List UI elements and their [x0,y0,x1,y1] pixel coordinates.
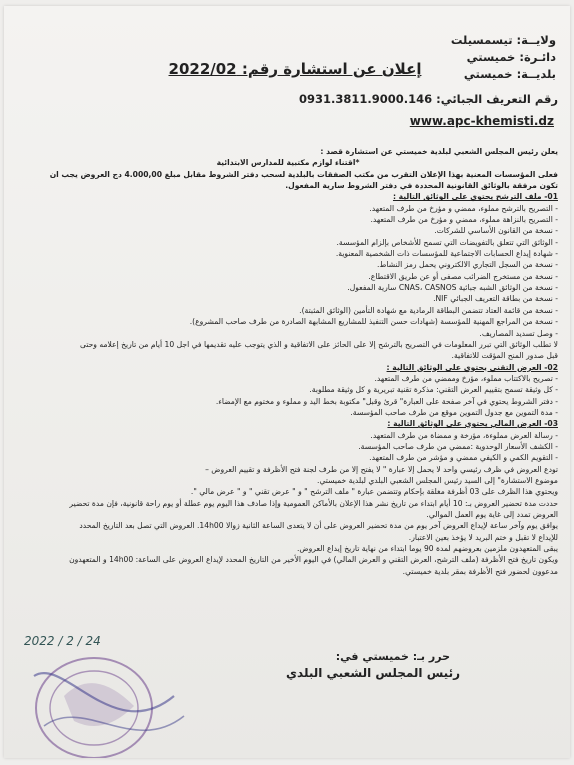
official-stamp-icon [24,636,194,758]
signer-title: رئيس المجلس الشعبي البلدي [286,666,460,680]
body-line: - وصل تسديد المصاريف. [479,328,558,338]
body-line: - التصريح بالترشح مملوء، ممضي و مؤرخ من طرف المتعهد. [369,203,558,213]
baladia-line: بلديــة: خميستي [463,67,556,81]
signature-place-date: حرر بـ: خميستي في: [335,650,450,663]
body-line: يعلن رئيس المجلس الشعبي لبلدية خميستي عن استشارة قصد : [320,147,558,156]
body-line: فعلى المؤسسات المعنية بهذا الإعلان التقرب من مكتب الصفقات بالبلدية لسحب دفتر الشروط مقابل مبلغ 4.000,00 دج العروض يجب ان [49,169,558,179]
announcement-body [18,146,558,577]
body-line: - نسخة من الوثائق الشبه جبائية CNAS، CASNOS سارية المفعول. [347,283,558,293]
body-line: تودع العروض في ظرف رئيسي واحد لا يحمل إلا عبارة " لا يفتح إلا من طرف لجنة فتح الأظرفة و تقييم العروض – [205,464,558,474]
body-line: 01- ملف الترشح يحتوي على الوثائق التالية : [392,192,558,202]
wilaya-line: ولايــة: تيسمسيلت [450,33,556,47]
body-line: - نسخة من السجل التجاري الالكتروني يحمل رمز النشاط. [376,260,558,270]
body-line: مدعوون لحضور فتح الأظرفة بمقر بلدية خميستي. [402,566,558,576]
body-line: - نسخة من المراجع المهنية للمؤسسة (شهادات حسن التنفيذ للمشاريع المشابهة الصادرة من طرف صاحب المشروع). [189,317,558,327]
body-line: يوافق يوم وآخر ساعة لإيداع العروض آخر يوم من مدة تحضير العروض على أن لا يتعدى الساعة الثانية زوالا 14h00. العروض التي تصل بعد التاريخ المحدد [79,521,558,531]
body-line: العروض تمدد إلى غاية يوم العمل الموالي. [426,510,558,519]
body-line: - التقويم الكمي و الكيفي ممضي و مؤشر من طرف المتعهد. [369,453,558,463]
tax-id-line: رقم التعريف الجبائي: 0931.3811.9000.146 [298,92,558,106]
body-line: تكون مرفقة بالوثائق القانونية المحددة في دفتر الشروط سارية المفعول. [285,181,558,191]
body-line: للإيداع لا تقبل و ختم البريد لا يؤخذ بعين الاعتبار. [408,532,558,542]
body-line: 02- العرض التقني يحتوي على الوثائق التالية : [386,362,558,372]
body-line: - التصريح بالنزاهة مملوء، ممضي و مؤرخ من طرف المتعهد. [370,215,558,225]
body-line: ويكون تاريخ فتح الأظرفة (ملف الترشح، العرض التقني و العرض المالي) في اليوم الأخير من التاريخ المحدد لإيداع العروض على الساعة: 14h00 و المتعهدون [69,555,558,565]
body-line: - كل وثيقة تسمح بتقييم العرض التقني: مذكرة تقنية تبريرية و كل وثيقة مطلوبة. [309,385,558,395]
body-line: - تصريح بالاكتتاب مملوء، مؤرخ وممضي من طرف المتعهد. [374,373,558,383]
body-line: - الكشف الأسعار الوحدوية :ممضي من طرف صاحب المؤسسة. [358,441,558,451]
body-line: - الوثائق التي تتعلق بالتفويضات التي تسمح للأشخاص بإلزام المؤسسة. [336,237,558,247]
body-line: *اقتناء لوازم مكتبية للمدارس الابتدائية [216,158,360,168]
document-page [4,6,570,758]
body-line: لا تطلب الوثائق التي تبرر المعلومات في التصريح بالترشح إلا على الحائز على الاتفاقية و الذي يتوجب عليه تقديمها في اجل 10 أيام من تاريخ إعلامه وحتى [79,339,558,349]
website-link[interactable]: www.apc-khemisti.dz [409,114,554,128]
announcement-title: إعلان عن استشارة رقم: 2022/02 [168,60,422,78]
body-line: قبل صدور المنح المؤقت للاتفاقية. [451,351,558,361]
body-line: - نسخة من بطاقة التعريف الجبائي NIF. [433,294,558,304]
body-line: 03- العرض المالي يحتوي على الوثائق التالية : [387,419,558,429]
admin-header [406,32,556,83]
body-line: - مدة التموين مع جدول التموين موقع من طرف صاحب المؤسسة. [350,407,558,417]
handwritten-date: 2022 / 2 / 24 [24,634,101,648]
body-line: - نسخة من مستخرج الضرائب مصفى أو عن طريق الاقتطاع. [368,271,558,281]
body-line: - نسخة من قائمة العتاد تتضمن البطاقة الرمادية مع شهادة التأمين (الوثائق المثبتة). [299,305,558,315]
body-line: - دفتر الشروط يحتوي في آخر صفحة على العبارة" قرئ وقبل" مكتوبة بخط اليد و مملوء و مختوم مع الإمضاء. [215,396,558,406]
body-line: يبقى المتعهدون ملزمين بعروضهم لمدة 90 يوما ابتداء من نهاية تاريخ إيداع العروض. [297,544,558,554]
body-line: موضوع الاستشارة" إلى السيد رئيس المجلس الشعبي البلدي لبلدية خميستي. [317,475,558,485]
body-line: ويحتوي هذا الظرف على 03 أظرفة مغلقة بإحكام وتتضمن عبارة " ملف الترشح " و " عرض تقني " و " عرض مالي ". [190,487,558,497]
body-line: حددت مدة تحضير العروض بـ: 10 أيام ابتداء من تاريخ نشر هذا الإعلان بالأماكن العمومية وإذا صادف هذا اليوم يوم عطلة أو يوم راحة قانونية، فإن مدة تحضير [69,498,558,508]
body-line: - شهادة إيداع الحسابات الاجتماعية للمؤسسات ذات الشخصية المعنوية. [335,249,558,259]
body-line: - نسخة من القانون الأساسي للشركات. [434,226,558,236]
daira-line: دائـرة: خميستي [466,50,556,64]
body-line: - رسالة العرض مملوءة، مؤرخة و ممضاة من طرف المتعهد. [370,430,558,440]
